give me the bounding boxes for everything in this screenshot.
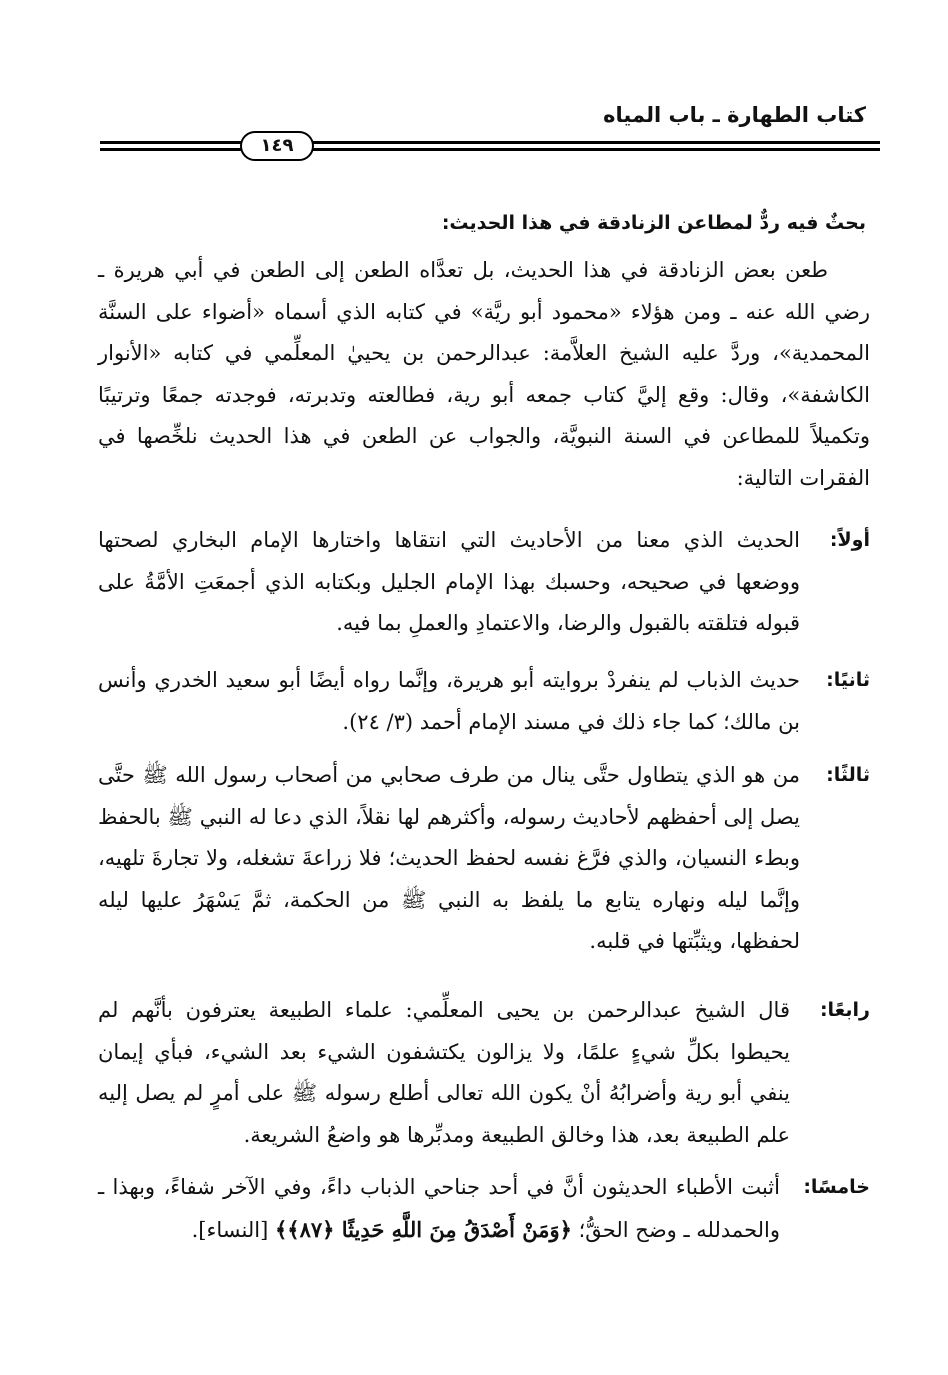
point-third bbox=[98, 755, 870, 963]
header-rule-top bbox=[100, 141, 880, 144]
point-text: الحديث الذي معنا من الأحاديث التي انتقاها واختارها الإمام البخاري لصحتها ووضعها في صحيحه، وحسبك بهذا الإمام الجليل وبكتابه الذي أجمعَتِ الأمَّةُ على قبوله فتلقته بالقبول والرضا، والاعتمادِ والعملِ بما فيه. bbox=[98, 528, 800, 635]
point-fifth bbox=[98, 1167, 870, 1251]
intro-paragraph: طعن بعض الزنادقة في هذا الحديث، بل تعدَّاه الطعن إلى الطعن في أبي هريرة ـ رضي الله عنه ـ ومن هؤلاء «محمود أبو ريَّة» في كتابه الذي أسماه «أضواء على السنَّة المحمدية»، وردَّ عليه الشيخ العلاَّمة: عبدالرحمن بن يحييٰ المعلِّمي في كتابه «الأنوار الكاشفة»، وقال: وقع إليَّ كتاب جمعه أبو رية، فطالعته وتدبرته، فوجدته جمعًا وترتيبًا وتكميلاً للمطاعن في السنة النبويَّة، والجواب عن الطعن في هذا الحديث نلخِّصها في الفقرات التالية: bbox=[98, 258, 870, 490]
header-rule-bottom bbox=[100, 148, 880, 151]
point-text: أثبت الأطباء الحديثون أنَّ في أحد جناحي الذباب داءً، وفي الآخر شفاءً، وبهذا ـ والحمدلله ـ وضح الحقُّ؛ bbox=[98, 1175, 780, 1242]
section-heading: بحثٌ فيه ردٌّ لمطاعن الزنادقة في هذا الحديث: bbox=[441, 212, 866, 234]
surah-citation: [النساء]. bbox=[191, 1217, 269, 1242]
point-fourth bbox=[98, 990, 870, 1156]
page-number: ١٤٩ bbox=[240, 131, 314, 161]
point-first bbox=[98, 520, 870, 645]
point-text: من هو الذي يتطاول حتَّى ينال من طرف صحابي من أصحاب رسول الله ﷺ حتَّى يصل إلى أحفظهم لأحاديث رسوله، وأكثرهم لها نقلاً، الذي دعا له النبي ﷺ بالحفظ وبطء النسيان، والذي فرَّغ نفسه لحفظ الحديث؛ فلا زراعةَ تشغله، ولا تجارةَ تلهيه، وإنَّما ليله ونهاره يتابع ما يلفظ به النبي ﷺ من الحكمة، ثمَّ يَسْهَرُ عليها ليله لحفظها، ويثبِّتها في قلبه. bbox=[98, 763, 800, 953]
point-second bbox=[98, 660, 870, 743]
point-text: حديث الذباب لم ينفردْ بروايته أبو هريرة، وإنَّما رواه أيضًا أبو سعيد الخدري وأنس بن مالك؛ كما جاء ذلك في مسند الإمام أحمد (٣/ ٢٤). bbox=[98, 668, 800, 734]
point-label: أولاً: bbox=[829, 529, 870, 551]
running-header: كتاب الطهارة ـ باب المياه bbox=[603, 103, 866, 127]
point-label: خامسًا: bbox=[803, 1176, 870, 1198]
quran-verse: ﴿وَمَنْ أَصْدَقُ مِنَ اللَّهِ حَدِيثًا ﴿٨٧﴾﴾ bbox=[274, 1216, 572, 1242]
point-label: رابعًا: bbox=[819, 999, 870, 1021]
point-label: ثانيًا: bbox=[826, 669, 870, 691]
point-text: قال الشيخ عبدالرحمن بن يحيى المعلِّمي: علماء الطبيعة يعترفون بأنَّهم لم يحيطوا بكلِّ شيءٍ علمًا، ولا يزالون يكتشفون الشيء بعد الشيء، فبأي إيمان ينفي أبو رية وأضرابُهُ أنْ يكون الله تعالى أطلع رسوله ﷺ على أمرٍ لم يصل إليه علم الطبيعة بعد، هذا وخالق الطبيعة ومدبِّرها هو واضعُ الشريعة. bbox=[98, 998, 790, 1147]
point-label: ثالثًا: bbox=[826, 764, 870, 786]
point-text-container bbox=[98, 1167, 780, 1251]
